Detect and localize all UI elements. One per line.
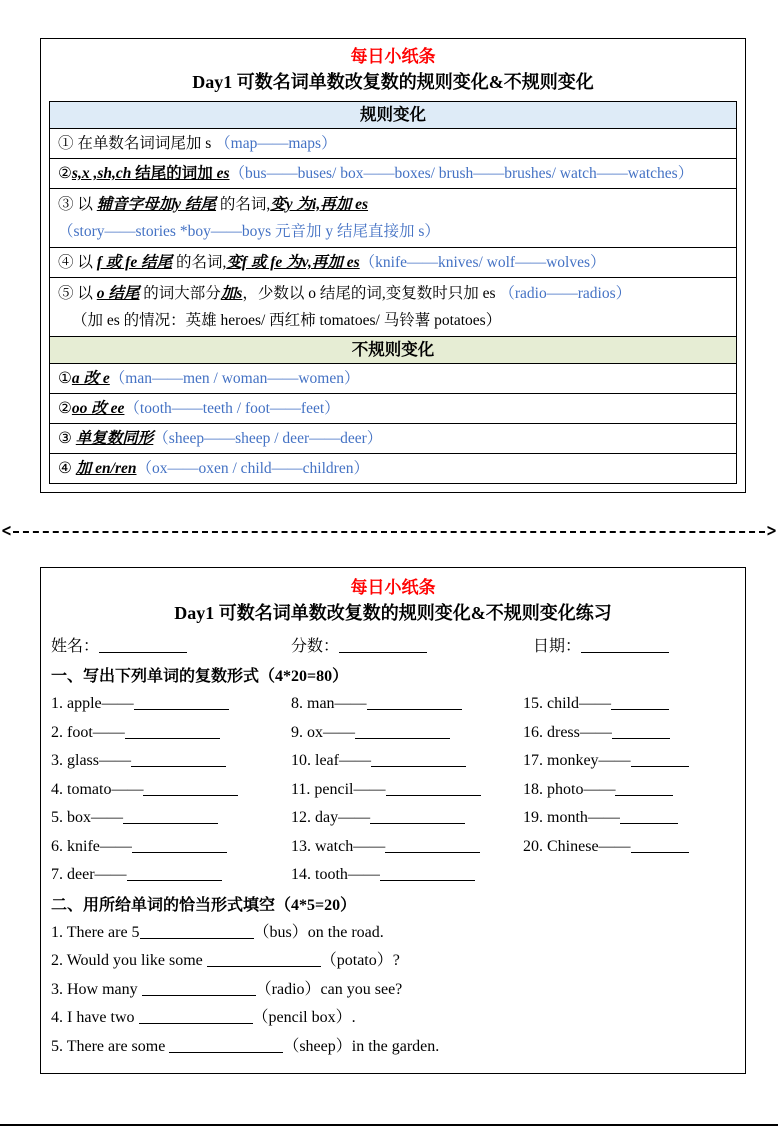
sentence-post: （radio）can you see? — [255, 980, 403, 998]
irregular-row-3 — [50, 423, 736, 453]
sentence-item — [51, 947, 735, 976]
rule-row-5 — [50, 277, 736, 336]
sentence-pre: 2. Would you like some — [51, 952, 207, 969]
bottom-subtitle: Day1 可数名词单数改复数的规则变化&不规则变化练习 — [174, 603, 612, 623]
exercise-item-label: 15. child—— — [523, 695, 611, 712]
exercise-item-label: 10. leaf—— — [291, 752, 371, 769]
sentence-item — [51, 1033, 735, 1062]
irregular-row-2 — [50, 393, 736, 423]
answer-blank — [132, 839, 227, 853]
date-label: 日期： — [533, 638, 582, 655]
sentence-post: （pencil box）. — [252, 1009, 356, 1026]
name-field — [51, 633, 291, 661]
exercise-item — [51, 833, 291, 862]
cut-line-dashes — [13, 531, 765, 533]
sentence-post: （potato）? — [320, 952, 400, 969]
rule-line-1 — [58, 280, 728, 307]
irregular-row-1 — [50, 363, 736, 393]
exercise-item-label: 17. monkey—— — [523, 752, 631, 769]
rule-example: （sheep——sheep / deer——deer） — [153, 430, 383, 447]
exercise-item — [51, 719, 291, 748]
answer-blank — [380, 867, 475, 881]
answer-blank — [131, 753, 226, 767]
rule-key: 变f 或 fe 为v,再加 es — [226, 254, 360, 271]
exercise-item-label: 12. day—— — [291, 809, 371, 826]
sentence-item — [51, 919, 735, 948]
rule-text: ③ 以 — [58, 196, 97, 213]
rule-text: ① 在单数名词词尾加 s — [58, 135, 216, 152]
exercise-item-label: 9. ox—— — [291, 723, 355, 741]
exercise-item-label: 19. month—— — [523, 809, 620, 826]
answer-blank — [612, 725, 670, 739]
sentence-item — [51, 976, 735, 1005]
sentence-item — [51, 1004, 735, 1033]
page-bottom-rule — [0, 1124, 778, 1126]
rule-line-1 — [58, 191, 728, 218]
rule-key: 结尾的词加 — [131, 165, 217, 182]
top-subtitle: Day1 可数名词单数改复数的规则变化&不规则变化 — [192, 72, 594, 92]
rule-example: （radio——radios） — [499, 285, 632, 302]
exercise1-column-1 — [51, 690, 291, 890]
exercise1-column-3 — [523, 690, 735, 890]
irregular-rules-header: 不规则变化 — [50, 336, 736, 363]
answer-blank — [127, 867, 222, 881]
exercise-item — [51, 861, 291, 890]
rule-example: （story——stories *boy——boys 元音加 y 结尾直接加 s） — [58, 223, 440, 240]
answer-blank — [370, 810, 465, 824]
exercise-item-label: 11. pencil—— — [291, 780, 386, 798]
sentence-pre: 4. I have two — [51, 1009, 139, 1026]
rule-row-4 — [50, 247, 736, 277]
rule-text: ④ — [58, 460, 76, 477]
exercise-item-label: 6. knife—— — [51, 837, 132, 855]
exercise-item — [291, 719, 523, 748]
answer-blank — [371, 753, 466, 767]
rule-row-1 — [50, 128, 736, 158]
regular-rules-header: 规则变化 — [50, 102, 736, 128]
date-blank — [581, 639, 669, 653]
sentence-pre: 5. There are some — [51, 1037, 170, 1055]
answer-blank — [169, 1039, 283, 1053]
exercise-item-label: 3. glass—— — [51, 752, 131, 769]
rule-example: （knife——knives/ wolf——wolves） — [359, 254, 606, 271]
exercise-item — [291, 747, 523, 776]
exercise-item-label: 2. foot—— — [51, 723, 125, 741]
exercise-item — [523, 804, 735, 833]
exercise-item — [523, 719, 735, 748]
answer-blank — [207, 953, 321, 967]
answer-blank — [134, 696, 229, 710]
top-title: 每日小纸条 — [350, 47, 436, 66]
rule-example: （ox——oxen / child——children） — [136, 460, 369, 477]
exercise1-column-2 — [291, 690, 523, 890]
answer-blank — [123, 810, 218, 824]
rule-text: 的词大部分 — [139, 285, 221, 302]
answer-blank — [143, 782, 238, 796]
exercise-item — [523, 747, 735, 776]
exercise-item-label: 20. Chinese—— — [523, 837, 631, 855]
exercise-item-label: 8. man—— — [291, 695, 367, 712]
bottom-title: 每日小纸条 — [350, 578, 436, 597]
rule-key: 加s — [220, 285, 243, 302]
exercise-section — [40, 567, 746, 1074]
notes-section — [40, 38, 746, 493]
irregular-row-4 — [50, 453, 736, 483]
exercise-item-label: 1. apple—— — [51, 695, 134, 712]
sentence-pre: 3. How many — [51, 980, 142, 998]
exercise1-grid — [51, 690, 735, 890]
rule-text: ⑤ 以 — [58, 285, 97, 302]
answer-blank — [125, 725, 220, 739]
cut-line-right-arrow-icon: > — [766, 521, 777, 542]
exercise-item — [523, 690, 735, 719]
rule-row-2 — [50, 158, 736, 188]
score-field — [291, 633, 533, 661]
answer-blank — [615, 782, 673, 796]
exercise-item — [51, 747, 291, 776]
worksheet-page — [0, 38, 778, 1074]
name-blank — [99, 639, 187, 653]
exercise-item — [291, 833, 523, 862]
exercise1-heading: 一、写出下列单词的复数形式（4*20=80） — [51, 668, 349, 685]
rule-key: o 结尾 — [96, 285, 140, 302]
answer-blank — [140, 925, 254, 939]
exercise-item-label: 4. tomato—— — [51, 780, 144, 798]
exercise-item-label: 14. tooth—— — [291, 866, 380, 883]
rule-text: ③ — [58, 430, 76, 447]
exercise-item — [51, 690, 291, 719]
exercise-item-label: 16. dress—— — [523, 723, 612, 741]
rule-key: s,x ,sh,ch — [71, 165, 132, 182]
rule-row-3 — [50, 188, 736, 247]
rules-table — [49, 101, 737, 484]
cut-line-left-arrow-icon: < — [1, 521, 12, 542]
exercise-item — [291, 804, 523, 833]
rule-key: 单复数同形 — [75, 430, 154, 447]
sentence-pre: 1. There are 5 — [51, 923, 140, 941]
rule-example: （man——men / woman——women） — [109, 370, 360, 387]
date-field — [533, 633, 735, 661]
exercise-item-label: 13. watch—— — [291, 837, 386, 855]
rule-key: 变y 为i,再加 es — [270, 196, 369, 213]
answer-blank — [355, 725, 450, 739]
answer-blank — [142, 982, 256, 996]
answer-blank — [386, 782, 481, 796]
rule-text: ② — [58, 400, 72, 417]
exercise-item — [51, 776, 291, 805]
rule-key: f 或 fe 结尾 — [96, 254, 173, 271]
rule-key: 加 en/ren — [75, 460, 137, 477]
rule-example: （bus——buses/ box——boxes/ brush——brushes/ watch——watches） — [229, 165, 694, 182]
rule-text: ④ 以 — [58, 254, 97, 271]
answer-blank — [620, 810, 678, 824]
rule-example: （tooth——teeth / foot——feet） — [124, 400, 340, 417]
student-info-row — [51, 633, 735, 661]
exercise-item-label: 5. box—— — [51, 809, 123, 826]
rule-key: a 改 e — [71, 370, 110, 387]
exercise-item — [291, 690, 523, 719]
answer-blank — [139, 1010, 253, 1024]
answer-blank — [631, 753, 689, 767]
exercise2-heading: 二、用所给单词的恰当形式填空（4*5=20） — [51, 896, 357, 914]
rule-text: 的名词, — [216, 196, 271, 213]
exercise-item-label: 7. deer—— — [51, 866, 127, 883]
rule-key: oo 改 ee — [71, 400, 125, 417]
answer-blank — [385, 839, 480, 853]
rule-text: ，少数以 o 结尾的词,变复数时只加 es — [242, 285, 500, 302]
rule-text: ② — [58, 165, 72, 182]
sentence-post: （sheep）in the garden. — [283, 1037, 440, 1055]
rule-example: （map——maps） — [215, 135, 337, 152]
exercise-item — [291, 776, 523, 805]
rule-note: （加 es 的情况：英雄 heroes/ 西红柿 tomatoes/ 马铃薯 potatoes） — [72, 312, 502, 329]
answer-blank — [611, 696, 669, 710]
exercise-item — [523, 776, 735, 805]
sentence-post: （bus）on the road. — [253, 923, 384, 941]
exercise-item — [291, 861, 523, 890]
exercise-item-label: 18. photo—— — [523, 780, 616, 798]
score-blank — [339, 639, 427, 653]
exercise-item — [523, 833, 735, 862]
exercise-item — [51, 804, 291, 833]
rule-text: ① — [58, 370, 72, 387]
score-label: 分数： — [291, 638, 340, 655]
cut-line — [0, 521, 778, 542]
name-label: 姓名： — [51, 638, 100, 655]
answer-blank — [631, 839, 689, 853]
rule-text: 的名词, — [172, 254, 227, 271]
rule-key: 辅音字母加y 结尾 — [96, 196, 217, 213]
answer-blank — [367, 696, 462, 710]
rule-key: es — [216, 165, 230, 182]
